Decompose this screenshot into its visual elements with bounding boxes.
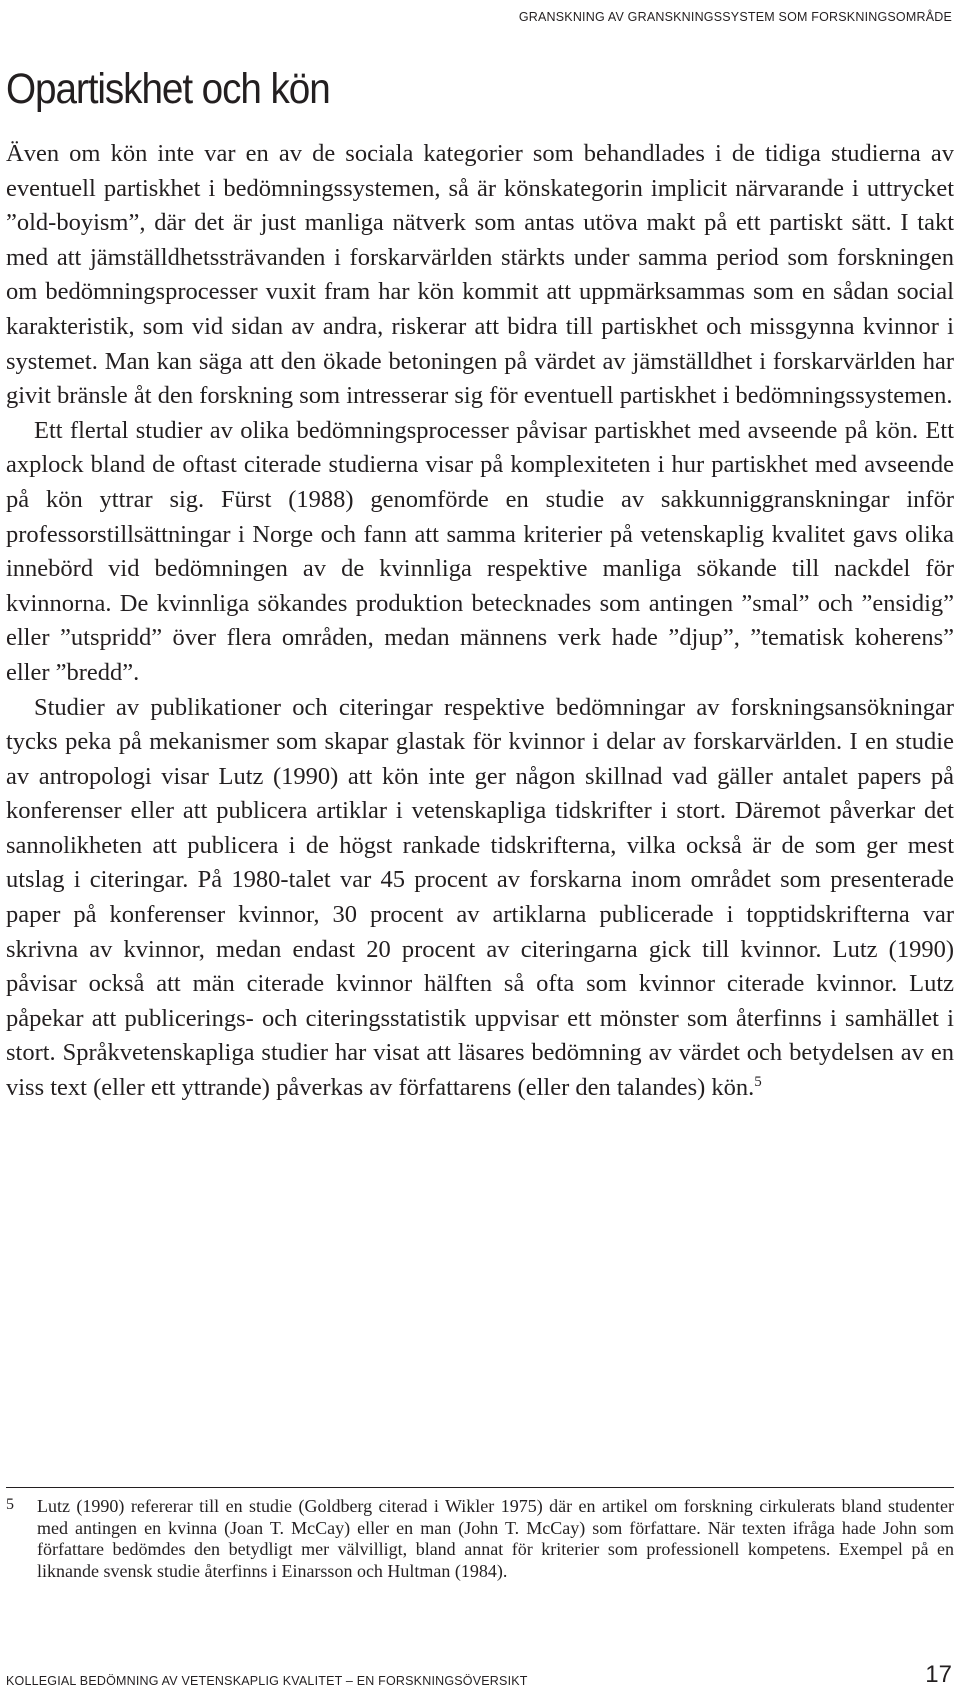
paragraph: Även om kön inte var en av de sociala kategorier som behandlades i de tidiga studierna av eventuell partiskhet i bedömningssystemen, så är könskategorin implicit närvarande i uttrycket ”old-boyism”, där det är just manliga nätverk som antas utöva makt på ett partiskt sätt. I takt med att jämställdhetssträvanden i forskarvärlden stärkts under samma period som forskningen om bedömningsprocesser vuxit fram har kön kommit att uppmärksammas som en sådan social karakteristik, som vid sidan av andra, riskerar att bidra till partiskhet och missgynna kvinnor i systemet. Man kan säga att den ökade betoningen på värdet av jämställdhet i forskarvärlden har givit bränsle åt den forskning som intresserar sig för eventuell partiskhet i bedömningssystemen. (6, 140, 954, 410)
footnote-number: 5 (6, 1496, 14, 1513)
footnote (6, 1496, 954, 1582)
footnote-reference[interactable]: 5 (754, 1074, 762, 1091)
section-title: Opartiskhet och kön (6, 65, 330, 113)
running-footer: KOLLEGIAL BEDÖMNING AV VETENSKAPLIG KVALITET – EN FORSKNINGSÖVERSIKT (6, 1674, 528, 1688)
body-text (6, 137, 954, 1106)
page-number: 17 (925, 1661, 952, 1688)
paragraph: Ett flertal studier av olika bedömningsprocesser påvisar partiskhet med avseende på kön. Ett axplock bland de oftast citerade studierna visar på komplexiteten i hur partiskhet med avseende på kön yttrar sig. Fürst (1988) genomförde en studie av sakkunniggranskningar inför professorstillsättningar i Norge och fann att samma kriterier på vetenskaplig kvalitet gavs olika innebörd vid bedömningen av de kvinnliga respektive manliga sökande till nackdel för kvinnorna. De kvinnliga sökandes produktion betecknades som antingen ”smal” och ”ensidig” eller ”utspridd” över flera områden, medan männens verk hade ”djup”, ”tematisk koherens” eller ”bredd”. (6, 416, 954, 686)
footnote-text: Lutz (1990) refererar till en studie (Goldberg citerad i Wikler 1975) där en artikel om forskning cirkulerats bland studenter med antingen en kvinna (Joan T. McCay) eller en man (John T. McCay) som författare. När texten ifråga hade John som författare bedömdes den betydligt mer välvilligt, bland annat för kriterier som professionell kompetens. Exempel på en liknande svensk studie återfinns i Einarsson och Hultman (1984). (37, 1496, 954, 1581)
running-header: GRANSKNING AV GRANSKNINGSSYSTEM SOM FORSKNINGSOMRÅDE (518, 10, 952, 24)
footnote-divider (6, 1487, 954, 1488)
paragraph-text: Studier av publikationer och citeringar respektive bedömningar av forskningsansökningar tycks peka på mekanismer som skapar glastak för kvinnor i delar av forskarvärlden. I en studie av antropologi visar Lutz (1990) att kön inte ger någon skillnad vad gäller antalet papers på konferenser eller att publicera artiklar i vetenskapliga tidskrifter i stort. Däremot påverkar det sannolikheten att publicera i de högst rankade tidskrifterna, vilka också är de som ger mest utslag i citeringar. På 1980-talet var 45 procent av forskarna inom området som presenterade paper på konferenser kvinnor, 30 procent av artiklarna publicerade i topptidskrifterna var skrivna av kvinnor, medan endast 20 procent av citeringarna gick till kvinnor. Lutz (1990) påvisar också att män citerade kvinnor hälften så ofta som kvinnor citerade kvinnor. Lutz påpekar att publicerings- och citeringsstatistik uppvisar ett mönster som återfinns i samhället i stort. Språkvetenskapliga studier har visat att läsares bedömning av värdet och betydelsen av en viss text (eller ett yttrande) påverkas av författarens (eller den talandes) kön. (6, 693, 954, 1102)
paragraph (6, 691, 954, 1106)
